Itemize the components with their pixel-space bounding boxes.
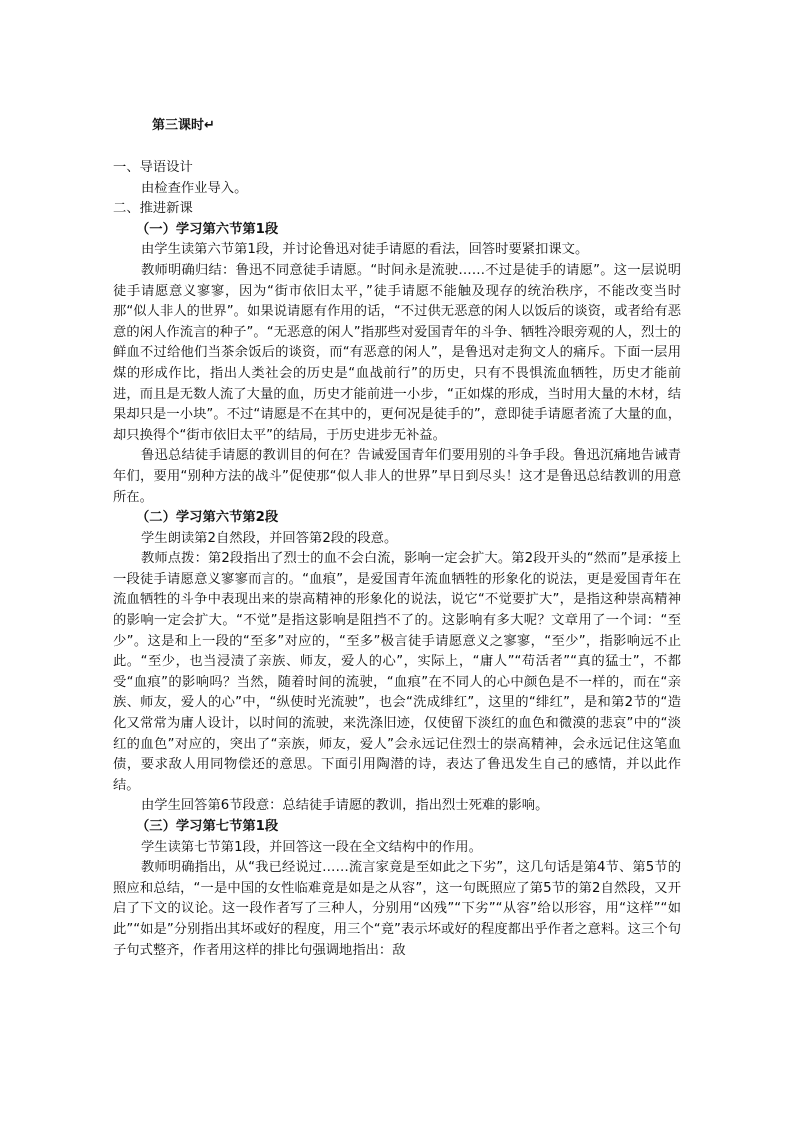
paragraph: 教师明确指出，从“我已经说过……流言家竟是至如此之下劣”，这几句话是第4节、第5节的照应和总结，“一是中国的女性临难竟是如是之从容”，这一句既照应了第5节的第2自然段，又开启了下文的议论。这一段作者写了三种人，分别用“凶残”“下劣”“从容”给以形容，用“这样”“如此”“如是”分别指出其坏或好的程度，用三个“竟”表示坏或好的程度都出乎作者之意料。这三个句子句式整齐，作者用这样的排比句强调地指出：敌: [113, 860, 681, 958]
paragraph: 由检查作业导入。: [141, 180, 248, 196]
paragraph: 学生读第七节第1段，并回答这一段在全文结构中的作用。: [141, 839, 482, 855]
paragraph: 学生朗读第2自然段，并回答第2段的段意。: [141, 530, 398, 546]
subsection-heading: （一）学习第六节第1段: [136, 221, 279, 237]
section-heading: 二、推进新课: [113, 201, 193, 217]
paragraph: 由学生回答第6节段意：总结徒手请愿的教训，指出烈士死难的影响。: [141, 798, 549, 814]
paragraph: 教师点拨：第2段指出了烈士的血不会白流，影响一定会扩大。第2段开头的“然而”是承接上一段徒手请愿意义寥寥而言的。“血痕”，是爱国青年流血牺牲的形象化的说法，更是爱国青年在流血牺牲的斗争中表现出来的崇高精神的形象化的说法，说它“不觉要扩大”，是指这种崇高精神的影响一定会扩大。“不觉”是指这影响是阻挡不了的。这影响有多大呢？文章用了一个词：“至少”。这是和上一段的“至多”对应的，“至多”极言徒手请愿意义之寥寥，“至少”，指影响远不止此。“至少，也当浸渍了亲族、师友，爱人的心”，实际上，“庸人”“苟活者”“真的猛士”，不都受“血痕”的影响吗？当然，随着时间的流驶，“血痕”在不同人的心中颜色是不一样的，而在“亲族、师友，爱人的心”中，“纵使时光流驶”，也会“洗成绯红”，这里的“绯红”，是和第2节的“造化又常常为庸人设计，以时间的流驶，来洗涤旧迹，仅使留下淡红的血色和微漠的悲哀”中的“淡红的血色”对应的，突出了“亲族，师友，爱人”会永远记住烈士的崇高精神，会永远记住这笔血债，要求敌人用同物偿还的意思。下面引用陶潜的诗，表达了鲁迅发生自己的感情，并以此作结。: [113, 551, 681, 793]
document-body: [113, 158, 681, 961]
subsection-heading: （三）学习第七节第1段: [136, 819, 279, 834]
section-heading: 一、导语设计: [113, 160, 193, 175]
paragraph: 教师明确归结：鲁迅不同意徒手请愿。“时间永是流驶……不过是徒手的请愿”。这一层说明徒手请愿意义寥寥，因为“街市依旧太平，”徒手请愿不能触及现存的统治秩序，不能改变当时那“似人非人的世界”。如果说请愿有作用的话，“不过供无恶意的闲人以饭后的谈资，或者给有恶意的闲人作流言的种子”。“无恶意的闲人”指那些对爱国青年的斗争、牺牲冷眼旁观的人，烈士的鲜血不过给他们当茶余饭后的谈资，而“有恶意的闲人”，是鲁迅对走狗文人的痛斥。下面一层用煤的形成作比，指出人类社会的历史是“血战前行”的历史，只有不畏惧流血牺牲，历史才能前进，而且是无数人流了大量的血，历史才能前进一小步，“正如煤的形成，当时用大量的木材，结果却只是一小块”。不过“请愿是不在其中的，更何况是徒手的”，意即徒手请愿者流了大量的血，却只换得个“街市依旧太平”的结局，于历史进步无补益。: [113, 262, 681, 443]
paragraph: 鲁迅总结徒手请愿的教训目的何在？告诫爱国青年们要用别的斗争手段。鲁迅沉痛地告诫青年们，要用“别种方法的战斗”促使那“似人非人的世界”早日到尽头！这才是鲁迅总结教训的用意所在。: [113, 448, 681, 505]
lesson-title: 第三课时↵: [152, 118, 215, 133]
subsection-heading: （二）学习第六节第2段: [136, 510, 279, 526]
paragraph: 由学生读第六节第1段，并讨论鲁迅对徒手请愿的看法，回答时要紧扣课文。: [141, 242, 589, 258]
